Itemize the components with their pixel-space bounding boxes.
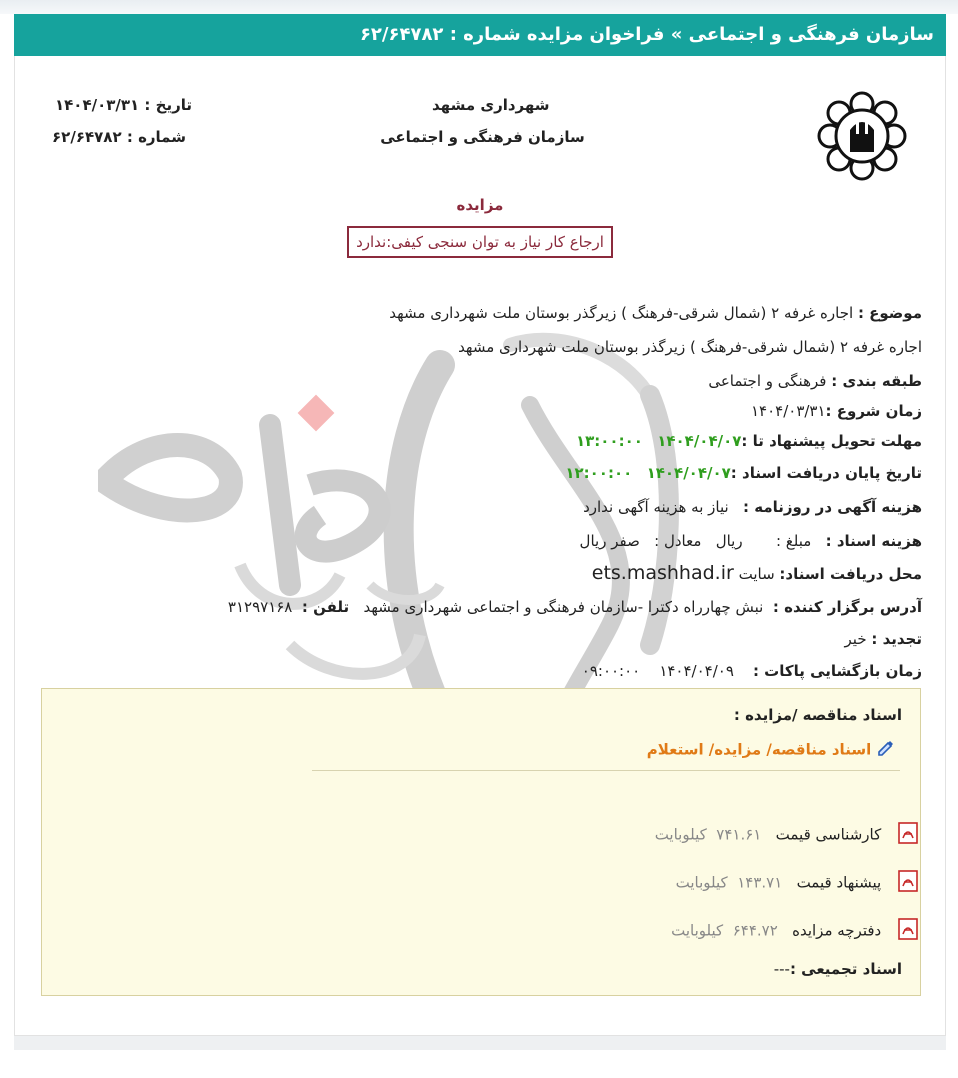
deadline-time: ۱۳:۰۰:۰۰: [575, 432, 643, 450]
notice-type: مزایده: [456, 196, 504, 214]
receive-label: محل دریافت اسناد:: [779, 565, 922, 583]
page-header-bar: [14, 14, 946, 56]
file-row[interactable]: [655, 822, 918, 848]
org-name-line1: شهرداری مشهد: [432, 96, 550, 114]
opening-row: [582, 662, 922, 680]
category-value: فرهنگی و اجتماعی: [708, 372, 827, 390]
address-label: آدرس برگزار کننده :: [772, 598, 922, 616]
phone-label: تلفن :: [301, 598, 350, 616]
opening-time: ۰۹:۰۰:۰۰: [581, 662, 641, 680]
file-row[interactable]: [671, 918, 918, 944]
card-bottom-strip: [14, 1036, 946, 1050]
docs-end-label: تاریخ پایان دریافت اسناد :: [730, 464, 922, 482]
file-size-unit: کیلوبایت: [675, 873, 728, 892]
mashhad-municipality-logo: [816, 90, 908, 182]
opening-date: ۱۴۰۴/۰۴/۰۹: [659, 662, 734, 680]
amount-label: مبلغ :: [775, 532, 812, 550]
documents-divider: [312, 770, 900, 771]
opening-label: زمان بازگشایی پاکات :: [752, 662, 922, 680]
file-name[interactable]: دفترچه مزایده: [792, 921, 882, 940]
pencil-icon: [876, 738, 896, 762]
file-size: ۱۴۳.۷۱: [737, 873, 783, 892]
number-value: ۶۲/۶۴۷۸۲: [52, 128, 122, 146]
address-value: نبش چهارراه دکترا -سازمان فرهنگی و اجتماعی شهرداری مشهد: [363, 598, 764, 616]
subject-value: اجاره غرفه ۲ (شمال شرقی-فرهنگ ) زیرگذر بوستان ملت شهرداری مشهد: [389, 304, 854, 322]
documents-link-row[interactable]: [647, 738, 896, 762]
org-name-line2: سازمان فرهنگی و اجتماعی: [380, 128, 585, 146]
renewal-row: [845, 630, 922, 648]
category-row: [708, 372, 922, 390]
bulk-documents-label: اسناد تجمیعی :: [789, 960, 902, 978]
start-row: [751, 402, 922, 420]
file-size-unit: کیلوبایت: [671, 921, 724, 940]
equiv-label: معادل :: [654, 532, 702, 550]
qualification-box: ارجاع کار نیاز به توان سنجی کیفی:ندارد: [347, 226, 613, 258]
ad-cost-value: نیاز به هزینه آگهی ندارد: [583, 498, 729, 516]
ad-cost-label: هزینه آگهی در روزنامه :: [743, 498, 922, 516]
ad-cost-row: [583, 498, 922, 516]
page-title: سازمان فرهنگی و اجتماعی » فراخوان مزایده شماره : ۶۲/۶۴۷۸۲: [359, 24, 934, 45]
bulk-documents-value: ---: [773, 960, 790, 978]
file-name[interactable]: پیشنهاد قیمت: [796, 873, 882, 892]
bulk-documents-row: [774, 960, 902, 978]
date-line: [55, 96, 192, 114]
file-size: ۶۴۴.۷۲: [732, 921, 778, 940]
doc-cost-row: [580, 532, 922, 550]
pdf-icon: [898, 870, 918, 896]
phone-value: ۳۱۲۹۷۱۶۸: [227, 598, 293, 616]
file-size: ۷۴۱.۶۱: [716, 825, 762, 844]
equiv-value: صفر ریال: [579, 532, 640, 550]
subject-label: موضوع :: [857, 304, 922, 322]
date-label: تاریخ :: [144, 96, 192, 114]
page-top-fade: [0, 0, 958, 14]
deadline-row: [576, 432, 922, 450]
number-label: شماره :: [126, 128, 186, 146]
deadline-label: مهلت تحویل پیشنهاد تا :: [741, 432, 922, 450]
file-name[interactable]: کارشناسی قیمت: [775, 825, 882, 844]
file-size-unit: کیلوبایت: [654, 825, 707, 844]
subject-row: [389, 304, 922, 322]
number-line: [52, 128, 186, 146]
deadline-date: ۱۴۰۴/۰۴/۰۷: [657, 432, 742, 450]
documents-link[interactable]: اسناد مناقصه/ مزایده/ استعلام: [646, 740, 872, 759]
receive-value: سایت: [738, 565, 775, 583]
docs-end-row: [565, 464, 922, 482]
amount-unit: ریال: [715, 532, 743, 550]
docs-end-date: ۱۴۰۴/۰۴/۰۷: [646, 464, 731, 482]
renewal-label: تجدید :: [871, 630, 922, 648]
category-label: طبقه بندی :: [831, 372, 922, 390]
receive-row: [592, 562, 922, 584]
renewal-value: خیر: [844, 630, 867, 648]
subject-description: اجاره غرفه ۲ (شمال شرقی-فرهنگ ) زیرگذر بوستان ملت شهرداری مشهد: [458, 338, 922, 356]
documents-heading: اسناد مناقصه /مزایده :: [733, 706, 902, 724]
start-label: زمان شروع :: [825, 402, 922, 420]
pdf-icon: [898, 822, 918, 848]
file-row[interactable]: [676, 870, 918, 896]
start-value: ۱۴۰۴/۰۳/۳۱: [750, 402, 826, 420]
doc-cost-label: هزینه اسناد :: [825, 532, 922, 550]
pdf-icon: [898, 918, 918, 944]
receive-site-link[interactable]: ets.mashhad.ir: [591, 562, 734, 584]
date-value: ۱۴۰۴/۰۳/۳۱: [54, 96, 140, 114]
address-row: [228, 598, 922, 616]
docs-end-time: ۱۲:۰۰:۰۰: [565, 464, 633, 482]
